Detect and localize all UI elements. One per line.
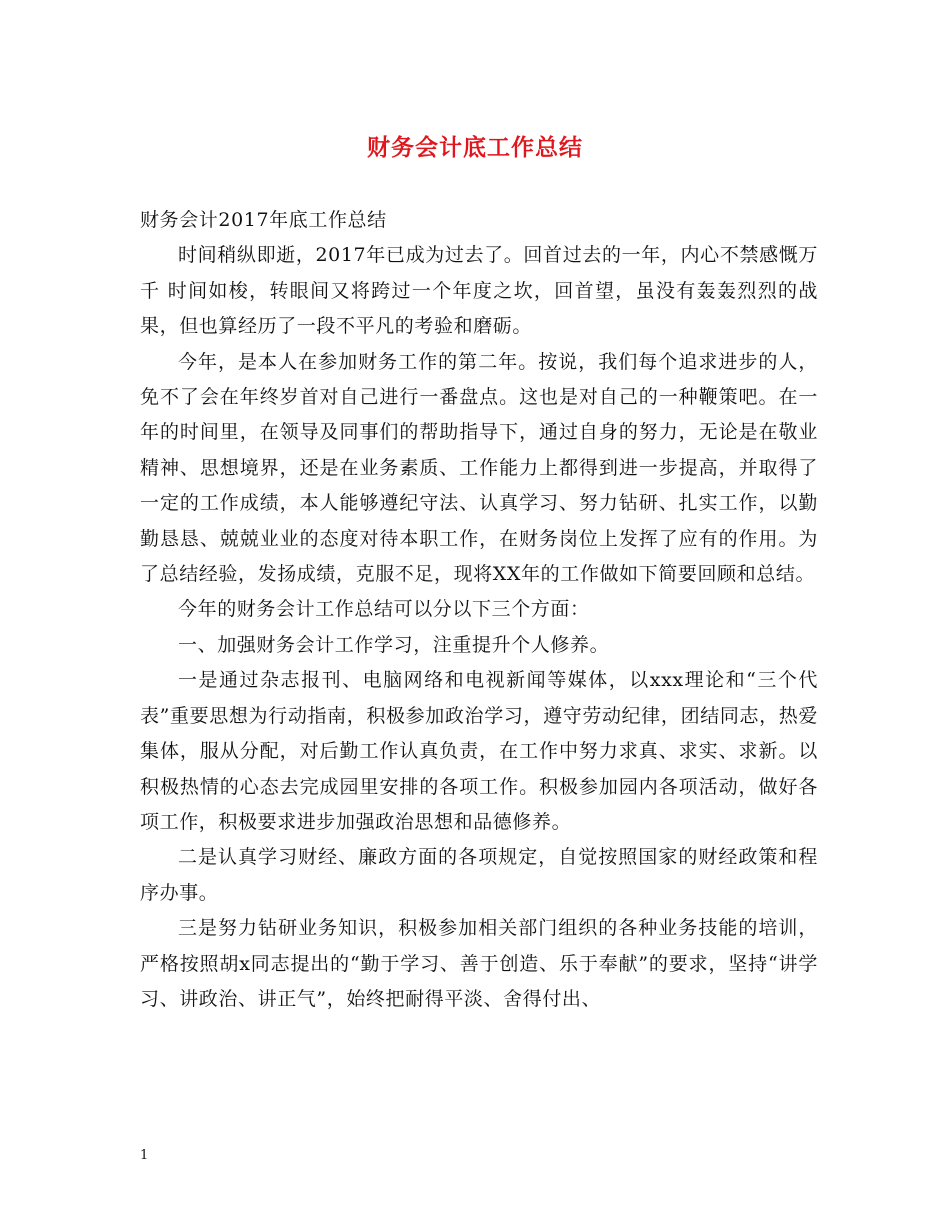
document-body <box>140 203 818 1017</box>
paragraph-point-two: 二是认真学习财经、廉政方面的各项规定，自觉按照国家的财经政策和程序办事。 <box>140 846 818 904</box>
paragraph-point-one: 一是通过杂志报刊、电脑网络和电视新闻等媒体，以xxx理论和“三个代表”重要思想为行动指南，积极参加政治学习，遵守劳动纪律，团结同志，热爱集体，服从分配，对后勤工作认真负责，在工作中努力求真、求实、求新。以积极热情的心态去完成园里安排的各项工作。积极参加园内各项活动，做好各项工作，积极要求进步加强政治思想和品德修养。 <box>140 669 818 833</box>
paragraph-aspects: 今年的财务会计工作总结可以分以下三个方面： <box>178 598 590 621</box>
page-number: 1 <box>140 1148 149 1163</box>
section-heading-one: 一、加强财务会计工作学习，注重提升个人修养。 <box>178 633 610 656</box>
paragraph-overview: 今年，是本人在参加财务工作的第二年。按说，我们每个追求进步的人，免不了会在年终岁首对自己进行一番盘点。这也是对自己的一种鞭策吧。在一年的时间里，在领导及同事们的帮助指导下，通过自身的努力，无论是在敬业精神、思想境界，还是在业务素质、工作能力上都得到进一步提高，并取得了一定的工作成绩，本人能够遵纪守法、认真学习、努力钻研、扎实工作，以勤勤恳恳、兢兢业业的态度对待本职工作，在财务岗位上发挥了应有的作用。为了总结经验，发扬成绩，克服不足，现将XX年的工作做如下简要回顾和总结。 <box>140 350 818 586</box>
paragraph-point-three: 三是努力钻研业务知识，积极参加相关部门组织的各种业务技能的培训，严格按照胡x同志提出的“勤于学习、善于创造、乐于奉献”的要求，坚持“讲学习、讲政治、讲正气”，始终把耐得平淡、舍得付出、 <box>140 917 818 1010</box>
document-subtitle: 财务会计2017年底工作总结 <box>140 209 387 231</box>
paragraph-intro: 时间稍纵即逝，2017年已成为过去了。回首过去的一年，内心不禁感慨万千 时间如梭，转眼间又将跨过一个年度之坎，回首望，虽没有轰轰烈烈的战果，但也算经历了一段不平凡的考验和磨砺。 <box>140 244 818 338</box>
document-title: 财务会计底工作总结 <box>367 134 583 161</box>
